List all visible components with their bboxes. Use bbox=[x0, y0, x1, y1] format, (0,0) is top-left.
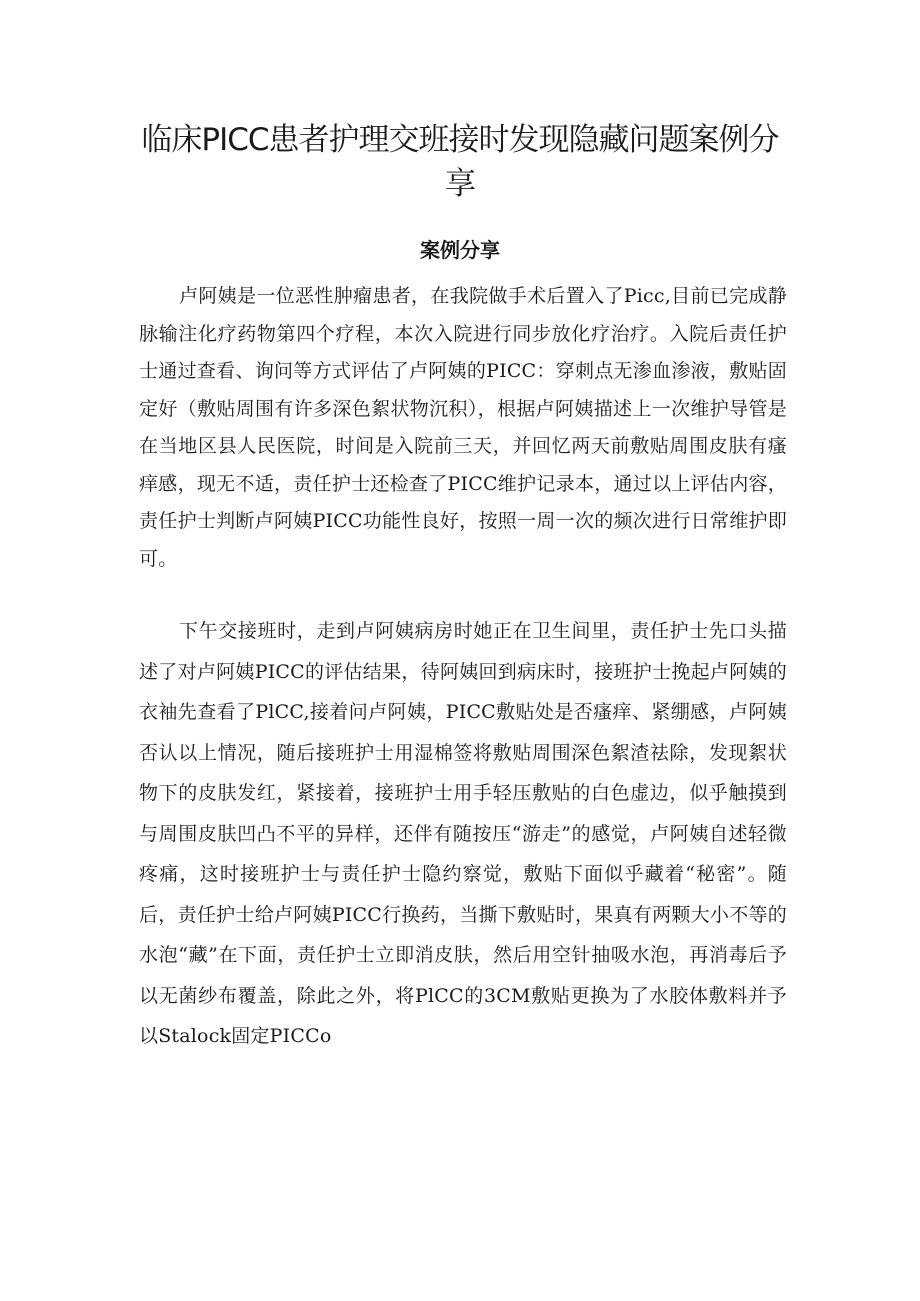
section-heading: 案例分享 bbox=[420, 238, 500, 262]
paragraph-1: 卢阿姨是一位恶性肿瘤患者，在我院做手术后置入了Picc,目前已完成静脉输注化疗药物第四个疗程，本次入院进行同步放化疗治疗。入院后责任护士通过查看、询问等方式评估了卢阿姨的PICC：穿刺点无渗血渗液，敷贴固定好（敷贴周围有许多深色絮状物沉积），根据卢阿姨描述上一次维护导管是在当地区县人民医院，时间是入院前三天，并回忆两天前敷贴周围皮肤有瘙痒感，现无不适，责任护士还检查了PICC维护记录本，通过以上评估内容，责任护士判断卢阿姨PICC功能性良好，按照一周一次的频次进行日常维护即可。 bbox=[139, 285, 787, 570]
document-title: 临床PICC患者护理交班接时发现隐藏问题案例分享 bbox=[141, 122, 779, 202]
paragraph-2: 下午交接班时，走到卢阿姨病房时她正在卫生间里，责任护士先口头描述了对卢阿姨PICC的评估结果，待阿姨回到病床时，接班护士挽起卢阿姨的衣袖先查看了PlCC,接着问卢阿姨，PICC敷贴处是否瘙痒、紧绷感，卢阿姨否认以上情况，随后接班护士用湿棉签将敷贴周围深色絮渣祛除，发现絮状物下的皮肤发红，紧接着，接班护士用手轻压敷贴的白色虚边，似乎触摸到与周围皮肤凹凸不平的异样，还伴有随按压“游走”的感觉，卢阿姨自述轻微疼痛，这时接班护士与责任护士隐约察觉，敷贴下面似乎藏着“秘密”。随后，责任护士给卢阿姨PICC行换药，当撕下敷贴时，果真有两颗大小不等的水泡“藏”在下面，责任护士立即消皮肤，然后用空针抽吸水泡，再消毒后予以无菌纱布覆盖，除此之外，将PlCC的3CM敷贴更换为了水胶体敷料并予以Stalock固定PICCo bbox=[139, 620, 787, 1047]
